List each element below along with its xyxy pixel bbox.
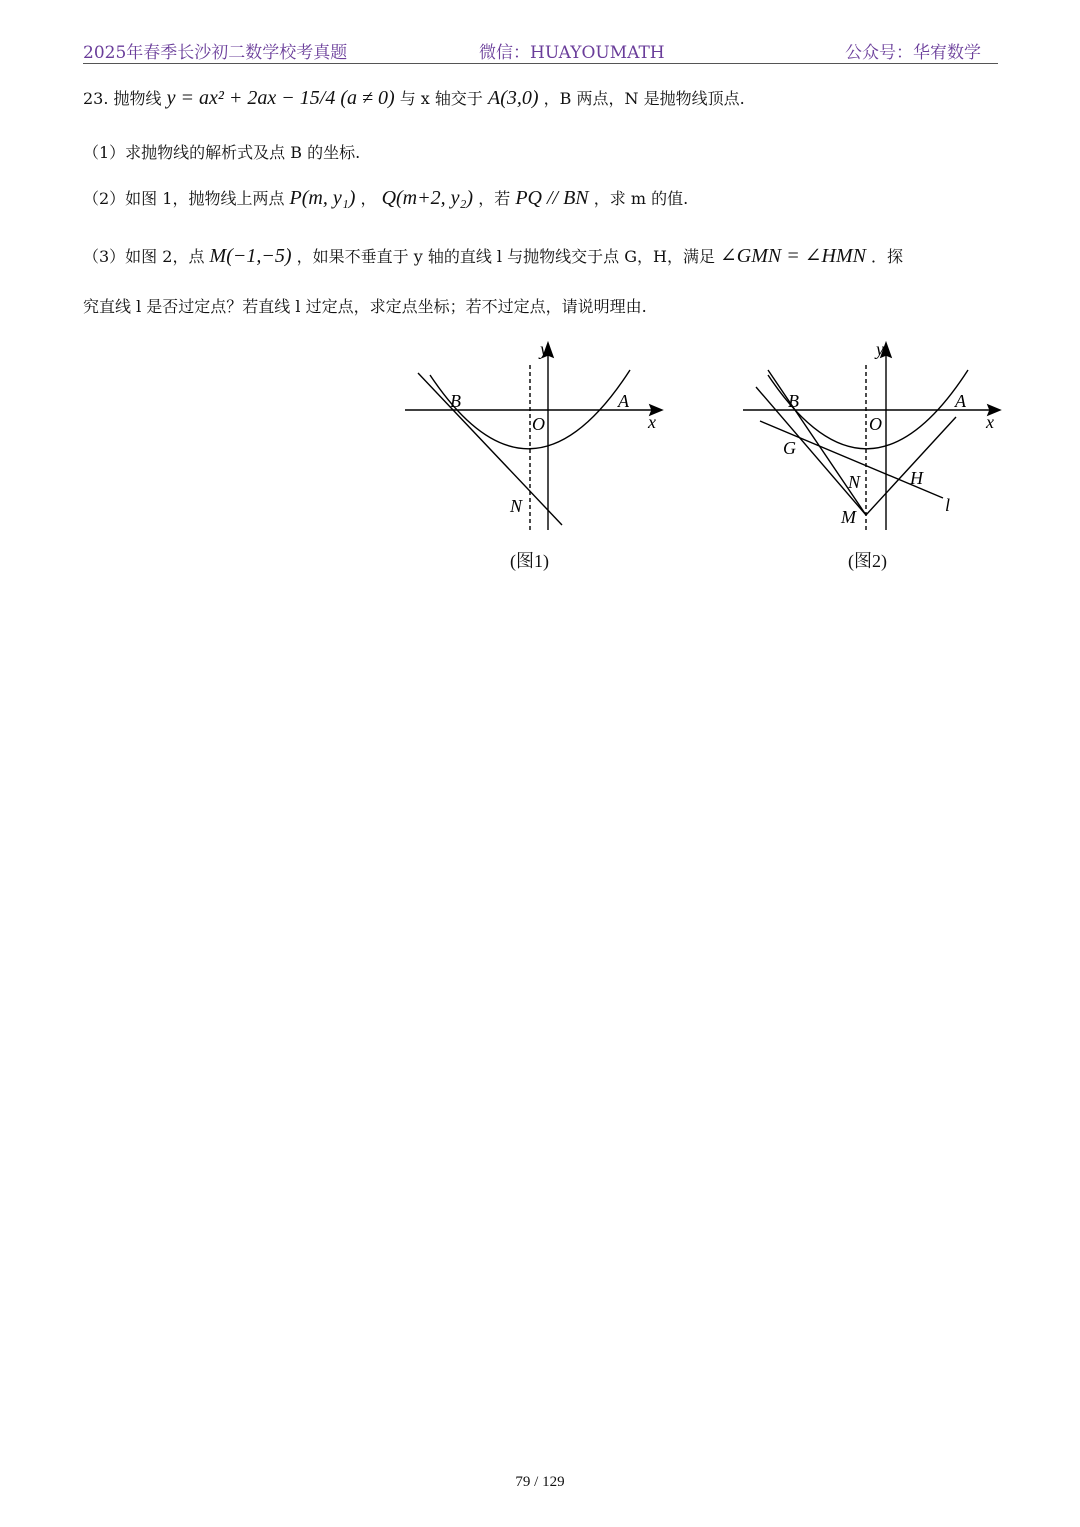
figure-1-caption: (图1)	[510, 551, 549, 571]
stem-text-1: 抛物线	[113, 89, 162, 108]
q3-text-b: ，如果不垂直于 y 轴的直线 l 与抛物线交于点 G，H，满足	[296, 247, 715, 266]
fig1-label-o: O	[532, 414, 545, 434]
q3-text-a: （3）如图 2，点	[83, 247, 205, 266]
fig2-label-n: N	[848, 472, 861, 492]
header-left: 2025年春季长沙初二数学校考真题	[83, 43, 348, 63]
figure-2-caption: (图2)	[848, 551, 887, 571]
problem-stem	[83, 86, 745, 110]
point-a: A(3,0)	[488, 87, 539, 109]
q3-point-m: M(−1,−5)	[209, 245, 292, 267]
problem-number: 23.	[83, 89, 109, 108]
q2-sep: ，	[360, 189, 377, 208]
fig2-label-l: l	[945, 495, 951, 515]
q2-text-a: （2）如图 1，抛物线上两点	[83, 189, 285, 208]
question-2	[83, 186, 688, 210]
question-3-line-2: 究直线 l 是否过定点？若直线 l 过定点，求定点坐标；若不过定点，请说明理由.	[83, 297, 647, 316]
fig2-label-m: M	[841, 507, 856, 527]
fig2-label-y: y	[876, 339, 884, 359]
q3-angle: ∠GMN = ∠HMN	[720, 245, 866, 267]
stem-text-3: ，B 两点，N 是抛物线顶点.	[543, 89, 745, 108]
question-1: （1）求抛物线的解析式及点 B 的坐标.	[83, 143, 361, 162]
stem-text-2: 与 x 轴交于	[399, 89, 483, 108]
fig2-label-g: G	[783, 438, 796, 458]
fig1-label-b: B	[450, 391, 461, 411]
q2-text-c: ，求 m 的值.	[593, 189, 689, 208]
fig1-label-n: N	[510, 496, 523, 516]
q2-point-p: P(m, y₁)	[289, 187, 356, 209]
q2-point-q: Q(m+2, y₂)	[381, 187, 474, 209]
q2-text-b: ，若	[478, 189, 511, 208]
q2-parallel: PQ // BN	[515, 187, 589, 209]
fig1-line-bn	[418, 373, 562, 525]
figure-2-diagram	[738, 335, 1018, 545]
fig2-label-b: B	[788, 391, 799, 411]
fig2-label-a: A	[955, 391, 966, 411]
fig2-line-mg	[756, 387, 866, 515]
fig2-label-x: x	[986, 412, 994, 432]
fig2-label-h: H	[910, 468, 923, 488]
fig1-label-a: A	[618, 391, 629, 411]
page-number: 79 / 129	[515, 1474, 565, 1490]
fig1-label-x: x	[648, 412, 656, 432]
header-rule	[83, 63, 998, 64]
q3-text-c: ．探	[871, 247, 904, 266]
header-center: 微信：HUAYOUMATH	[479, 43, 665, 63]
header-right: 公众号：华宥数学	[845, 43, 981, 63]
fig2-label-o: O	[869, 414, 882, 434]
question-3	[83, 243, 903, 268]
figure-1-diagram	[400, 335, 680, 545]
parabola-equation: y = ax² + 2ax − 15/4 (a ≠ 0)	[166, 87, 395, 109]
fig1-label-y: y	[540, 339, 548, 359]
